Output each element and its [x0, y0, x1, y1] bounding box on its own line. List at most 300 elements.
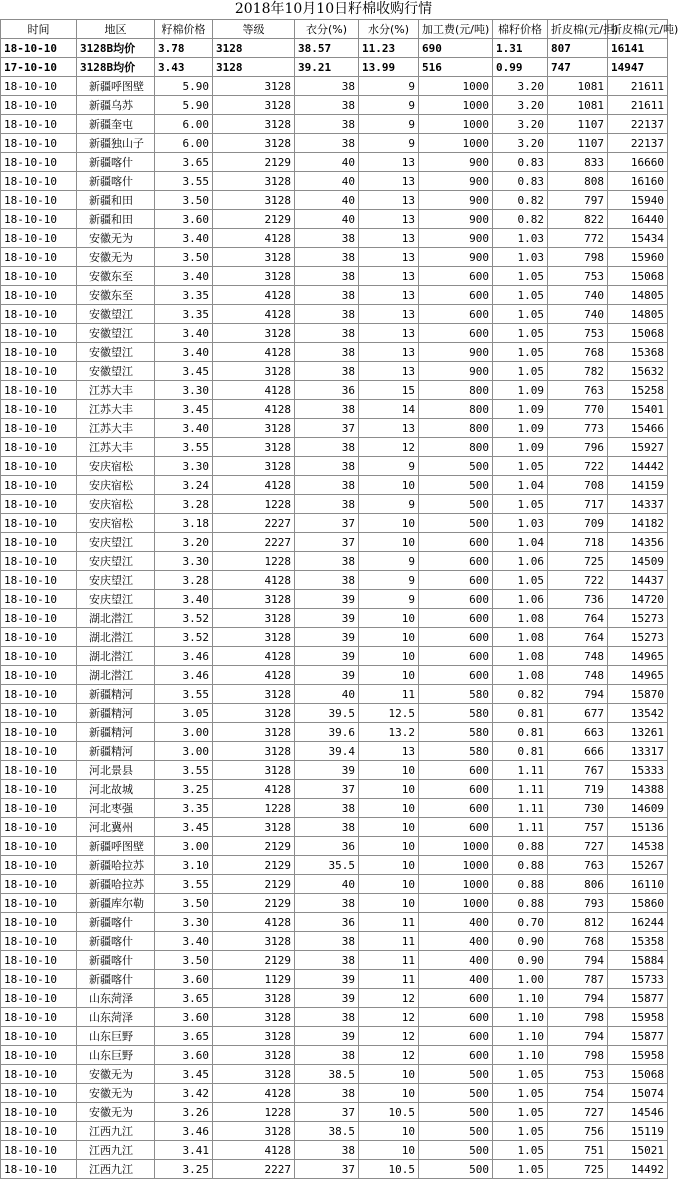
cell-grade: 3128: [213, 704, 295, 723]
cell-moisture: 13.2: [359, 723, 419, 742]
cell-cottonseed-price: 0.88: [493, 894, 548, 913]
cell-lint-per-dan: 798: [548, 1046, 608, 1065]
cell-cottonseed-price: 3.20: [493, 96, 548, 115]
cell-moisture: 13: [359, 267, 419, 286]
cell-processing-fee: 600: [419, 780, 493, 799]
cell-cottonseed-price: 1.05: [493, 343, 548, 362]
cell-seed-cotton-price: 3.60: [155, 1046, 213, 1065]
cell-lint-per-dan: 736: [548, 590, 608, 609]
cell-region: 新疆独山子: [77, 134, 155, 153]
cell-date: 18-10-10: [1, 191, 77, 210]
cell-processing-fee: 400: [419, 970, 493, 989]
cell-cottonseed-price: 0.81: [493, 723, 548, 742]
cell-grade: 3128: [213, 77, 295, 96]
cell-processing-fee: 1000: [419, 837, 493, 856]
cell-grade: 2129: [213, 894, 295, 913]
col-header-lint-per-ton: 折皮棉(元/吨): [608, 20, 668, 39]
cell-lint-percentage: 38: [295, 818, 359, 837]
cell-lint-per-ton: 15119: [608, 1122, 668, 1141]
cell-grade: 3128: [213, 324, 295, 343]
cell-seed-cotton-price: 3.41: [155, 1141, 213, 1160]
cell-moisture: 10.5: [359, 1160, 419, 1179]
cell-region: 湖北潜江: [77, 628, 155, 647]
cell-lint-percentage: 40: [295, 875, 359, 894]
cell-grade: 4128: [213, 1141, 295, 1160]
cell-moisture: 10: [359, 628, 419, 647]
cell-moisture: 13: [359, 742, 419, 761]
cell-processing-fee: 600: [419, 552, 493, 571]
cell-lint-percentage: 39: [295, 761, 359, 780]
cell-grade: 3128: [213, 248, 295, 267]
summary-row: [1, 39, 668, 58]
cell-grade: 4128: [213, 229, 295, 248]
cell-seed-cotton-price: 3.20: [155, 533, 213, 552]
cell-lint-per-ton: 14182: [608, 514, 668, 533]
cell-lint-percentage: 39.4: [295, 742, 359, 761]
cell-seed-cotton-price: 3.30: [155, 457, 213, 476]
cell-lint-per-ton: 15927: [608, 438, 668, 457]
cell-grade: 4128: [213, 381, 295, 400]
cell-date: 18-10-10: [1, 856, 77, 875]
cell-lint-percentage: 38: [295, 894, 359, 913]
price-table: [0, 19, 678, 1179]
table-row: [1, 77, 668, 96]
table-row: [1, 286, 668, 305]
cell-grade: 3128: [213, 685, 295, 704]
cell-region: 新疆喀什: [77, 913, 155, 932]
cell-processing-fee: 500: [419, 1065, 493, 1084]
col-header-lint-per-dan: 折皮棉(元/担): [548, 20, 608, 39]
cell-moisture: 9: [359, 590, 419, 609]
header-row: [1, 20, 668, 39]
cell-lint-per-ton: 21611: [608, 96, 668, 115]
cell-moisture: 13: [359, 172, 419, 191]
table-row: [1, 229, 668, 248]
cell-date: 18-10-10: [1, 419, 77, 438]
cell-cottonseed-price: 1.11: [493, 780, 548, 799]
cell-moisture: 13: [359, 153, 419, 172]
cell-processing-fee: 500: [419, 1122, 493, 1141]
cell-moisture: 13: [359, 419, 419, 438]
cell-lint-per-dan: 722: [548, 457, 608, 476]
cell-seed-cotton-price: 3.50: [155, 894, 213, 913]
cell-moisture: 10: [359, 476, 419, 495]
cell-lint-percentage: 38.5: [295, 1065, 359, 1084]
cell-grade: 2227: [213, 533, 295, 552]
table-row: [1, 818, 668, 837]
cell-date: 18-10-10: [1, 875, 77, 894]
cell-lint-per-ton: 15068: [608, 1065, 668, 1084]
cell-moisture: 11: [359, 913, 419, 932]
cell-region: 江西九江: [77, 1122, 155, 1141]
cell-date: 18-10-10: [1, 666, 77, 685]
cell-processing-fee: 400: [419, 913, 493, 932]
cell-grade: 3128: [213, 742, 295, 761]
table-row: [1, 514, 668, 533]
cell-grade: 3128: [213, 1027, 295, 1046]
table-row: [1, 780, 668, 799]
table-row: [1, 647, 668, 666]
cell-region: 河北枣强: [77, 799, 155, 818]
cell-lint-per-dan: 748: [548, 666, 608, 685]
cell-lint-percentage: 38: [295, 267, 359, 286]
cell-grade: 4128: [213, 305, 295, 324]
cell-lint-percentage: 38: [295, 571, 359, 590]
cell-lint-percentage: 38: [295, 362, 359, 381]
table-row: [1, 400, 668, 419]
cell-lint-per-ton: 14965: [608, 666, 668, 685]
summary-cell-lint-percentage: 39.21: [295, 58, 359, 77]
cell-grade: 3128: [213, 761, 295, 780]
cell-grade: 3128: [213, 191, 295, 210]
table-row: [1, 191, 668, 210]
table-row: [1, 1084, 668, 1103]
cell-lint-per-ton: 16660: [608, 153, 668, 172]
table-row: [1, 533, 668, 552]
cell-processing-fee: 900: [419, 248, 493, 267]
cell-seed-cotton-price: 3.40: [155, 324, 213, 343]
cell-seed-cotton-price: 3.30: [155, 913, 213, 932]
cell-seed-cotton-price: 3.50: [155, 191, 213, 210]
cell-processing-fee: 580: [419, 742, 493, 761]
cell-moisture: 11: [359, 951, 419, 970]
cell-seed-cotton-price: 3.46: [155, 666, 213, 685]
cell-date: 18-10-10: [1, 343, 77, 362]
cell-cottonseed-price: 1.06: [493, 590, 548, 609]
cell-lint-percentage: 39: [295, 647, 359, 666]
cell-moisture: 10: [359, 1065, 419, 1084]
cell-lint-per-dan: 740: [548, 305, 608, 324]
cell-lint-per-ton: 14720: [608, 590, 668, 609]
cell-lint-per-dan: 794: [548, 951, 608, 970]
cell-date: 18-10-10: [1, 1103, 77, 1122]
cell-lint-per-ton: 15021: [608, 1141, 668, 1160]
cell-grade: 3128: [213, 609, 295, 628]
cell-moisture: 9: [359, 96, 419, 115]
cell-lint-percentage: 37: [295, 514, 359, 533]
cell-moisture: 13: [359, 229, 419, 248]
table-row: [1, 305, 668, 324]
cell-region: 安徽望江: [77, 305, 155, 324]
cell-lint-per-dan: 768: [548, 932, 608, 951]
cell-lint-per-ton: 15074: [608, 1084, 668, 1103]
cell-processing-fee: 600: [419, 818, 493, 837]
cell-date: 18-10-10: [1, 1122, 77, 1141]
cell-region: 安徽无为: [77, 248, 155, 267]
cell-cottonseed-price: 1.08: [493, 666, 548, 685]
cell-cottonseed-price: 1.10: [493, 989, 548, 1008]
cell-lint-per-ton: 15860: [608, 894, 668, 913]
cell-seed-cotton-price: 3.45: [155, 1065, 213, 1084]
cell-cottonseed-price: 0.88: [493, 856, 548, 875]
cell-seed-cotton-price: 3.55: [155, 875, 213, 894]
cell-date: 18-10-10: [1, 894, 77, 913]
table-row: [1, 1160, 668, 1179]
cell-cottonseed-price: 1.08: [493, 647, 548, 666]
cell-moisture: 10: [359, 837, 419, 856]
cell-lint-percentage: 36: [295, 913, 359, 932]
cell-lint-percentage: 38: [295, 951, 359, 970]
cell-grade: 3128: [213, 172, 295, 191]
cell-date: 18-10-10: [1, 742, 77, 761]
cell-lint-percentage: 38: [295, 1084, 359, 1103]
cell-cottonseed-price: 1.05: [493, 1160, 548, 1179]
cell-lint-per-ton: 14437: [608, 571, 668, 590]
cell-lint-per-dan: 725: [548, 1160, 608, 1179]
cell-date: 18-10-10: [1, 267, 77, 286]
cell-lint-per-dan: 677: [548, 704, 608, 723]
cell-date: 18-10-10: [1, 476, 77, 495]
cell-lint-per-dan: 767: [548, 761, 608, 780]
cell-cottonseed-price: 1.05: [493, 1065, 548, 1084]
cell-region: 河北故城: [77, 780, 155, 799]
cell-grade: 1228: [213, 799, 295, 818]
cell-processing-fee: 900: [419, 362, 493, 381]
cell-cottonseed-price: 1.00: [493, 970, 548, 989]
cell-date: 18-10-10: [1, 590, 77, 609]
cell-processing-fee: 500: [419, 495, 493, 514]
cell-lint-percentage: 38: [295, 552, 359, 571]
summary-cell-lint-per-ton: 16141: [608, 39, 668, 58]
cell-processing-fee: 500: [419, 457, 493, 476]
cell-lint-percentage: 38: [295, 495, 359, 514]
cell-grade: 3128: [213, 115, 295, 134]
cell-processing-fee: 600: [419, 799, 493, 818]
cell-lint-percentage: 40: [295, 685, 359, 704]
cell-moisture: 12.5: [359, 704, 419, 723]
cell-seed-cotton-price: 3.42: [155, 1084, 213, 1103]
cell-lint-percentage: 38: [295, 286, 359, 305]
cell-seed-cotton-price: 3.10: [155, 856, 213, 875]
cell-moisture: 13: [359, 305, 419, 324]
cell-region: 新疆喀什: [77, 153, 155, 172]
cell-lint-percentage: 36: [295, 837, 359, 856]
cell-seed-cotton-price: 3.35: [155, 286, 213, 305]
cell-grade: 3128: [213, 1046, 295, 1065]
cell-date: 18-10-10: [1, 609, 77, 628]
cell-lint-per-ton: 14965: [608, 647, 668, 666]
cell-lint-per-dan: 740: [548, 286, 608, 305]
cell-moisture: 12: [359, 1027, 419, 1046]
cell-seed-cotton-price: 3.40: [155, 419, 213, 438]
cell-date: 18-10-10: [1, 134, 77, 153]
cell-cottonseed-price: 1.06: [493, 552, 548, 571]
cell-processing-fee: 500: [419, 514, 493, 533]
cell-processing-fee: 400: [419, 951, 493, 970]
summary-cell-lint-per-dan: 747: [548, 58, 608, 77]
cell-date: 18-10-10: [1, 704, 77, 723]
cell-region: 安徽望江: [77, 324, 155, 343]
cell-seed-cotton-price: 3.60: [155, 210, 213, 229]
cell-lint-per-ton: 14388: [608, 780, 668, 799]
cell-region: 安庆宿松: [77, 495, 155, 514]
cell-seed-cotton-price: 3.46: [155, 647, 213, 666]
cell-date: 18-10-10: [1, 362, 77, 381]
cell-lint-per-ton: 15466: [608, 419, 668, 438]
cell-seed-cotton-price: 3.50: [155, 951, 213, 970]
cell-grade: 2227: [213, 1160, 295, 1179]
cell-grade: 4128: [213, 913, 295, 932]
cell-region: 江苏大丰: [77, 381, 155, 400]
cell-processing-fee: 500: [419, 1160, 493, 1179]
table-row: [1, 457, 668, 476]
cell-lint-percentage: 38: [295, 229, 359, 248]
summary-cell-grade: 3128: [213, 39, 295, 58]
cell-lint-per-dan: 756: [548, 1122, 608, 1141]
cell-lint-per-dan: 768: [548, 343, 608, 362]
table-row: [1, 894, 668, 913]
cell-lint-per-ton: 15958: [608, 1046, 668, 1065]
cell-date: 18-10-10: [1, 438, 77, 457]
cell-lint-percentage: 38: [295, 1008, 359, 1027]
cell-lint-per-dan: 709: [548, 514, 608, 533]
cell-region: 新疆呼图壁: [77, 837, 155, 856]
cell-lint-percentage: 39: [295, 1027, 359, 1046]
cell-region: 新疆呼图壁: [77, 77, 155, 96]
cell-lint-percentage: 39: [295, 590, 359, 609]
table-row: [1, 134, 668, 153]
cell-lint-per-dan: 753: [548, 324, 608, 343]
cell-seed-cotton-price: 3.50: [155, 248, 213, 267]
cell-lint-per-ton: 16160: [608, 172, 668, 191]
cell-seed-cotton-price: 3.30: [155, 381, 213, 400]
cell-seed-cotton-price: 3.55: [155, 761, 213, 780]
cell-date: 18-10-10: [1, 799, 77, 818]
cell-grade: 3128: [213, 590, 295, 609]
cell-lint-per-ton: 15267: [608, 856, 668, 875]
cell-moisture: 9: [359, 134, 419, 153]
cell-moisture: 13: [359, 343, 419, 362]
cell-lint-per-dan: 798: [548, 1008, 608, 1027]
summary-cell-region: 3128B均价: [77, 58, 155, 77]
cell-lint-per-dan: 764: [548, 628, 608, 647]
cell-lint-per-dan: 764: [548, 609, 608, 628]
cell-lint-percentage: 40: [295, 191, 359, 210]
table-row: [1, 96, 668, 115]
cell-lint-per-ton: 14538: [608, 837, 668, 856]
cell-lint-per-dan: 763: [548, 381, 608, 400]
cell-lint-per-ton: 14159: [608, 476, 668, 495]
cell-date: 18-10-10: [1, 96, 77, 115]
table-row: [1, 495, 668, 514]
cell-moisture: 10: [359, 1122, 419, 1141]
cell-date: 18-10-10: [1, 400, 77, 419]
cell-cottonseed-price: 1.10: [493, 1027, 548, 1046]
cell-grade: 3128: [213, 457, 295, 476]
cell-date: 18-10-10: [1, 1046, 77, 1065]
cell-date: 18-10-10: [1, 932, 77, 951]
cell-moisture: 10: [359, 1084, 419, 1103]
cell-grade: 4128: [213, 780, 295, 799]
col-header-grade: 等级: [213, 20, 295, 39]
cell-region: 安徽望江: [77, 343, 155, 362]
cell-seed-cotton-price: 5.90: [155, 96, 213, 115]
cell-processing-fee: 500: [419, 476, 493, 495]
cell-lint-percentage: 39.5: [295, 704, 359, 723]
cell-date: 18-10-10: [1, 457, 77, 476]
cell-processing-fee: 800: [419, 381, 493, 400]
cell-region: 安徽无为: [77, 1103, 155, 1122]
cell-moisture: 10: [359, 799, 419, 818]
cell-grade: 3128: [213, 96, 295, 115]
table-row: [1, 1122, 668, 1141]
cell-cottonseed-price: 3.20: [493, 115, 548, 134]
cell-region: 江苏大丰: [77, 438, 155, 457]
cell-lint-per-ton: 13317: [608, 742, 668, 761]
cell-lint-per-ton: 22137: [608, 134, 668, 153]
cell-lint-per-ton: 13542: [608, 704, 668, 723]
cell-date: 18-10-10: [1, 685, 77, 704]
cell-seed-cotton-price: 3.46: [155, 1122, 213, 1141]
cell-grade: 4128: [213, 571, 295, 590]
cell-region: 新疆喀什: [77, 951, 155, 970]
cell-processing-fee: 1000: [419, 77, 493, 96]
cell-lint-per-ton: 14442: [608, 457, 668, 476]
cell-region: 新疆乌苏: [77, 96, 155, 115]
cell-region: 安庆宿松: [77, 457, 155, 476]
table-row: [1, 590, 668, 609]
cell-lint-per-dan: 757: [548, 818, 608, 837]
cell-cottonseed-price: 1.09: [493, 400, 548, 419]
cell-seed-cotton-price: 3.65: [155, 989, 213, 1008]
cell-moisture: 9: [359, 552, 419, 571]
cell-cottonseed-price: 1.05: [493, 457, 548, 476]
cell-date: 18-10-10: [1, 723, 77, 742]
cell-lint-percentage: 36: [295, 381, 359, 400]
cell-grade: 3128: [213, 818, 295, 837]
cell-date: 18-10-10: [1, 495, 77, 514]
cell-grade: 2129: [213, 153, 295, 172]
cell-lint-per-ton: 15358: [608, 932, 668, 951]
cell-grade: 3128: [213, 438, 295, 457]
cell-region: 山东菏泽: [77, 1008, 155, 1027]
cell-lint-per-dan: 797: [548, 191, 608, 210]
cell-lint-per-ton: 15870: [608, 685, 668, 704]
table-row: [1, 362, 668, 381]
cell-cottonseed-price: 1.05: [493, 1103, 548, 1122]
cell-processing-fee: 900: [419, 343, 493, 362]
cell-lint-per-dan: 1081: [548, 77, 608, 96]
cell-processing-fee: 900: [419, 172, 493, 191]
cell-grade: 4128: [213, 476, 295, 495]
table-row: [1, 970, 668, 989]
cell-seed-cotton-price: 3.65: [155, 153, 213, 172]
cell-moisture: 10: [359, 818, 419, 837]
cell-grade: 3128: [213, 723, 295, 742]
cell-lint-percentage: 38: [295, 134, 359, 153]
cell-lint-per-ton: 15958: [608, 1008, 668, 1027]
cell-cottonseed-price: 1.05: [493, 1122, 548, 1141]
cell-region: 新疆哈拉苏: [77, 856, 155, 875]
cell-seed-cotton-price: 3.28: [155, 495, 213, 514]
table-row: [1, 438, 668, 457]
cell-grade: 2129: [213, 875, 295, 894]
cell-date: 18-10-10: [1, 1160, 77, 1179]
cell-moisture: 13: [359, 324, 419, 343]
cell-grade: 4128: [213, 1084, 295, 1103]
cell-processing-fee: 600: [419, 1046, 493, 1065]
cell-lint-per-dan: 787: [548, 970, 608, 989]
cell-lint-per-ton: 14337: [608, 495, 668, 514]
cell-moisture: 10: [359, 1141, 419, 1160]
cell-grade: 3128: [213, 989, 295, 1008]
cell-region: 安徽无为: [77, 229, 155, 248]
cell-region: 山东巨野: [77, 1027, 155, 1046]
cell-lint-per-ton: 16110: [608, 875, 668, 894]
cell-lint-percentage: 38: [295, 77, 359, 96]
cell-lint-per-dan: 751: [548, 1141, 608, 1160]
cell-lint-percentage: 38: [295, 932, 359, 951]
